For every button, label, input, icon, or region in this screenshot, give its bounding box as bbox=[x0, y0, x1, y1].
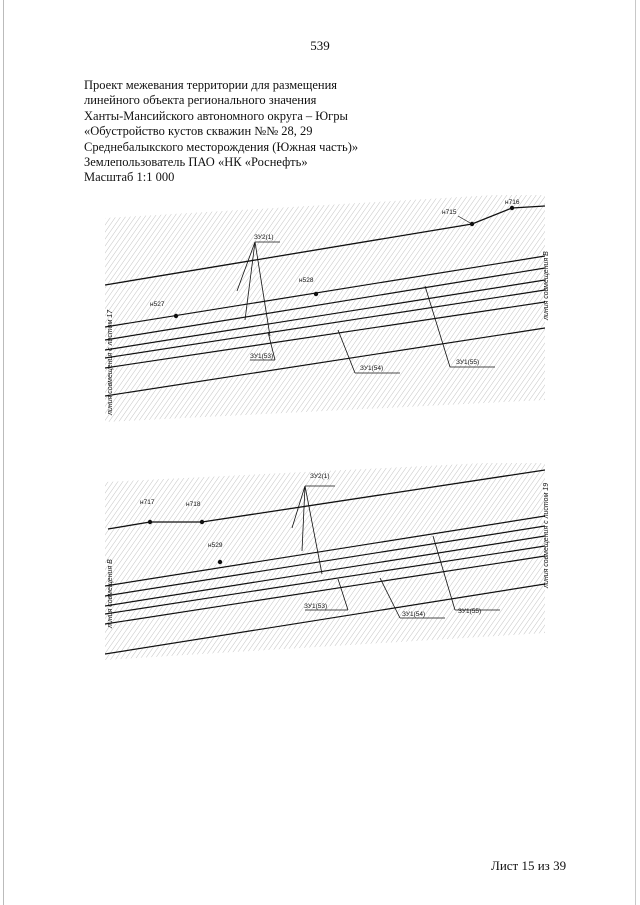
header-line: Землепользователь ПАО «НК «Роснефть» bbox=[84, 155, 308, 170]
header-line: линейного объекта регионального значения bbox=[84, 93, 317, 108]
zone-label: ЗУ1(53) bbox=[250, 353, 274, 360]
point-label: н715 bbox=[442, 209, 457, 216]
zone-label: ЗУ2(1) bbox=[254, 234, 274, 241]
side-label-left: линия совмещения В bbox=[107, 559, 114, 628]
page-number: 539 bbox=[310, 38, 330, 53]
side-label-left: линия совмещения с листом 17 bbox=[107, 309, 114, 415]
hatched-territory bbox=[105, 192, 545, 422]
point-label: н718 bbox=[186, 501, 201, 508]
point-label: н717 bbox=[140, 499, 155, 506]
vertex-point bbox=[218, 560, 222, 564]
header-line: Ханты-Мансийского автономного округа – Югры bbox=[84, 108, 348, 123]
survey-plan-top bbox=[100, 190, 550, 430]
zone-label: ЗУ1(55) bbox=[456, 359, 480, 366]
header-line: «Обустройство кустов скважин №№ 28, 29 bbox=[84, 124, 313, 139]
vertex-point bbox=[148, 520, 152, 524]
survey-plan-bottom bbox=[100, 458, 550, 668]
header-line: Проект межевания территории для размещения bbox=[84, 78, 338, 92]
zone-label: ЗУ1(55) bbox=[458, 608, 482, 615]
vertex-point bbox=[174, 314, 178, 318]
point-label: н529 bbox=[208, 542, 223, 549]
vertex-point bbox=[314, 292, 318, 296]
zone-label: ЗУ1(54) bbox=[360, 365, 384, 372]
point-label: н528 bbox=[299, 277, 314, 284]
point-label: н527 bbox=[150, 301, 165, 308]
zone-label: ЗУ1(54) bbox=[402, 611, 426, 618]
point-label: н716 bbox=[505, 199, 520, 206]
scale-line: Масштаб 1:1 000 bbox=[84, 170, 175, 185]
side-label-right: линия совмещения с листом 19 bbox=[543, 482, 550, 588]
header-line: Среднебалыкского месторождения (Южная часть)» bbox=[84, 139, 359, 154]
zone-label: ЗУ1(53) bbox=[304, 603, 328, 610]
vertex-point bbox=[200, 520, 204, 524]
document-header bbox=[84, 78, 358, 186]
sheet-number: Лист 15 из 39 bbox=[491, 858, 567, 873]
zone-label: ЗУ2(1) bbox=[310, 473, 330, 480]
scan-edge-right bbox=[635, 0, 636, 905]
side-label-right: линия совмещения В bbox=[543, 251, 550, 320]
vertex-point bbox=[510, 206, 514, 210]
hatched-territory bbox=[105, 460, 545, 660]
scan-edge-left bbox=[3, 0, 4, 905]
